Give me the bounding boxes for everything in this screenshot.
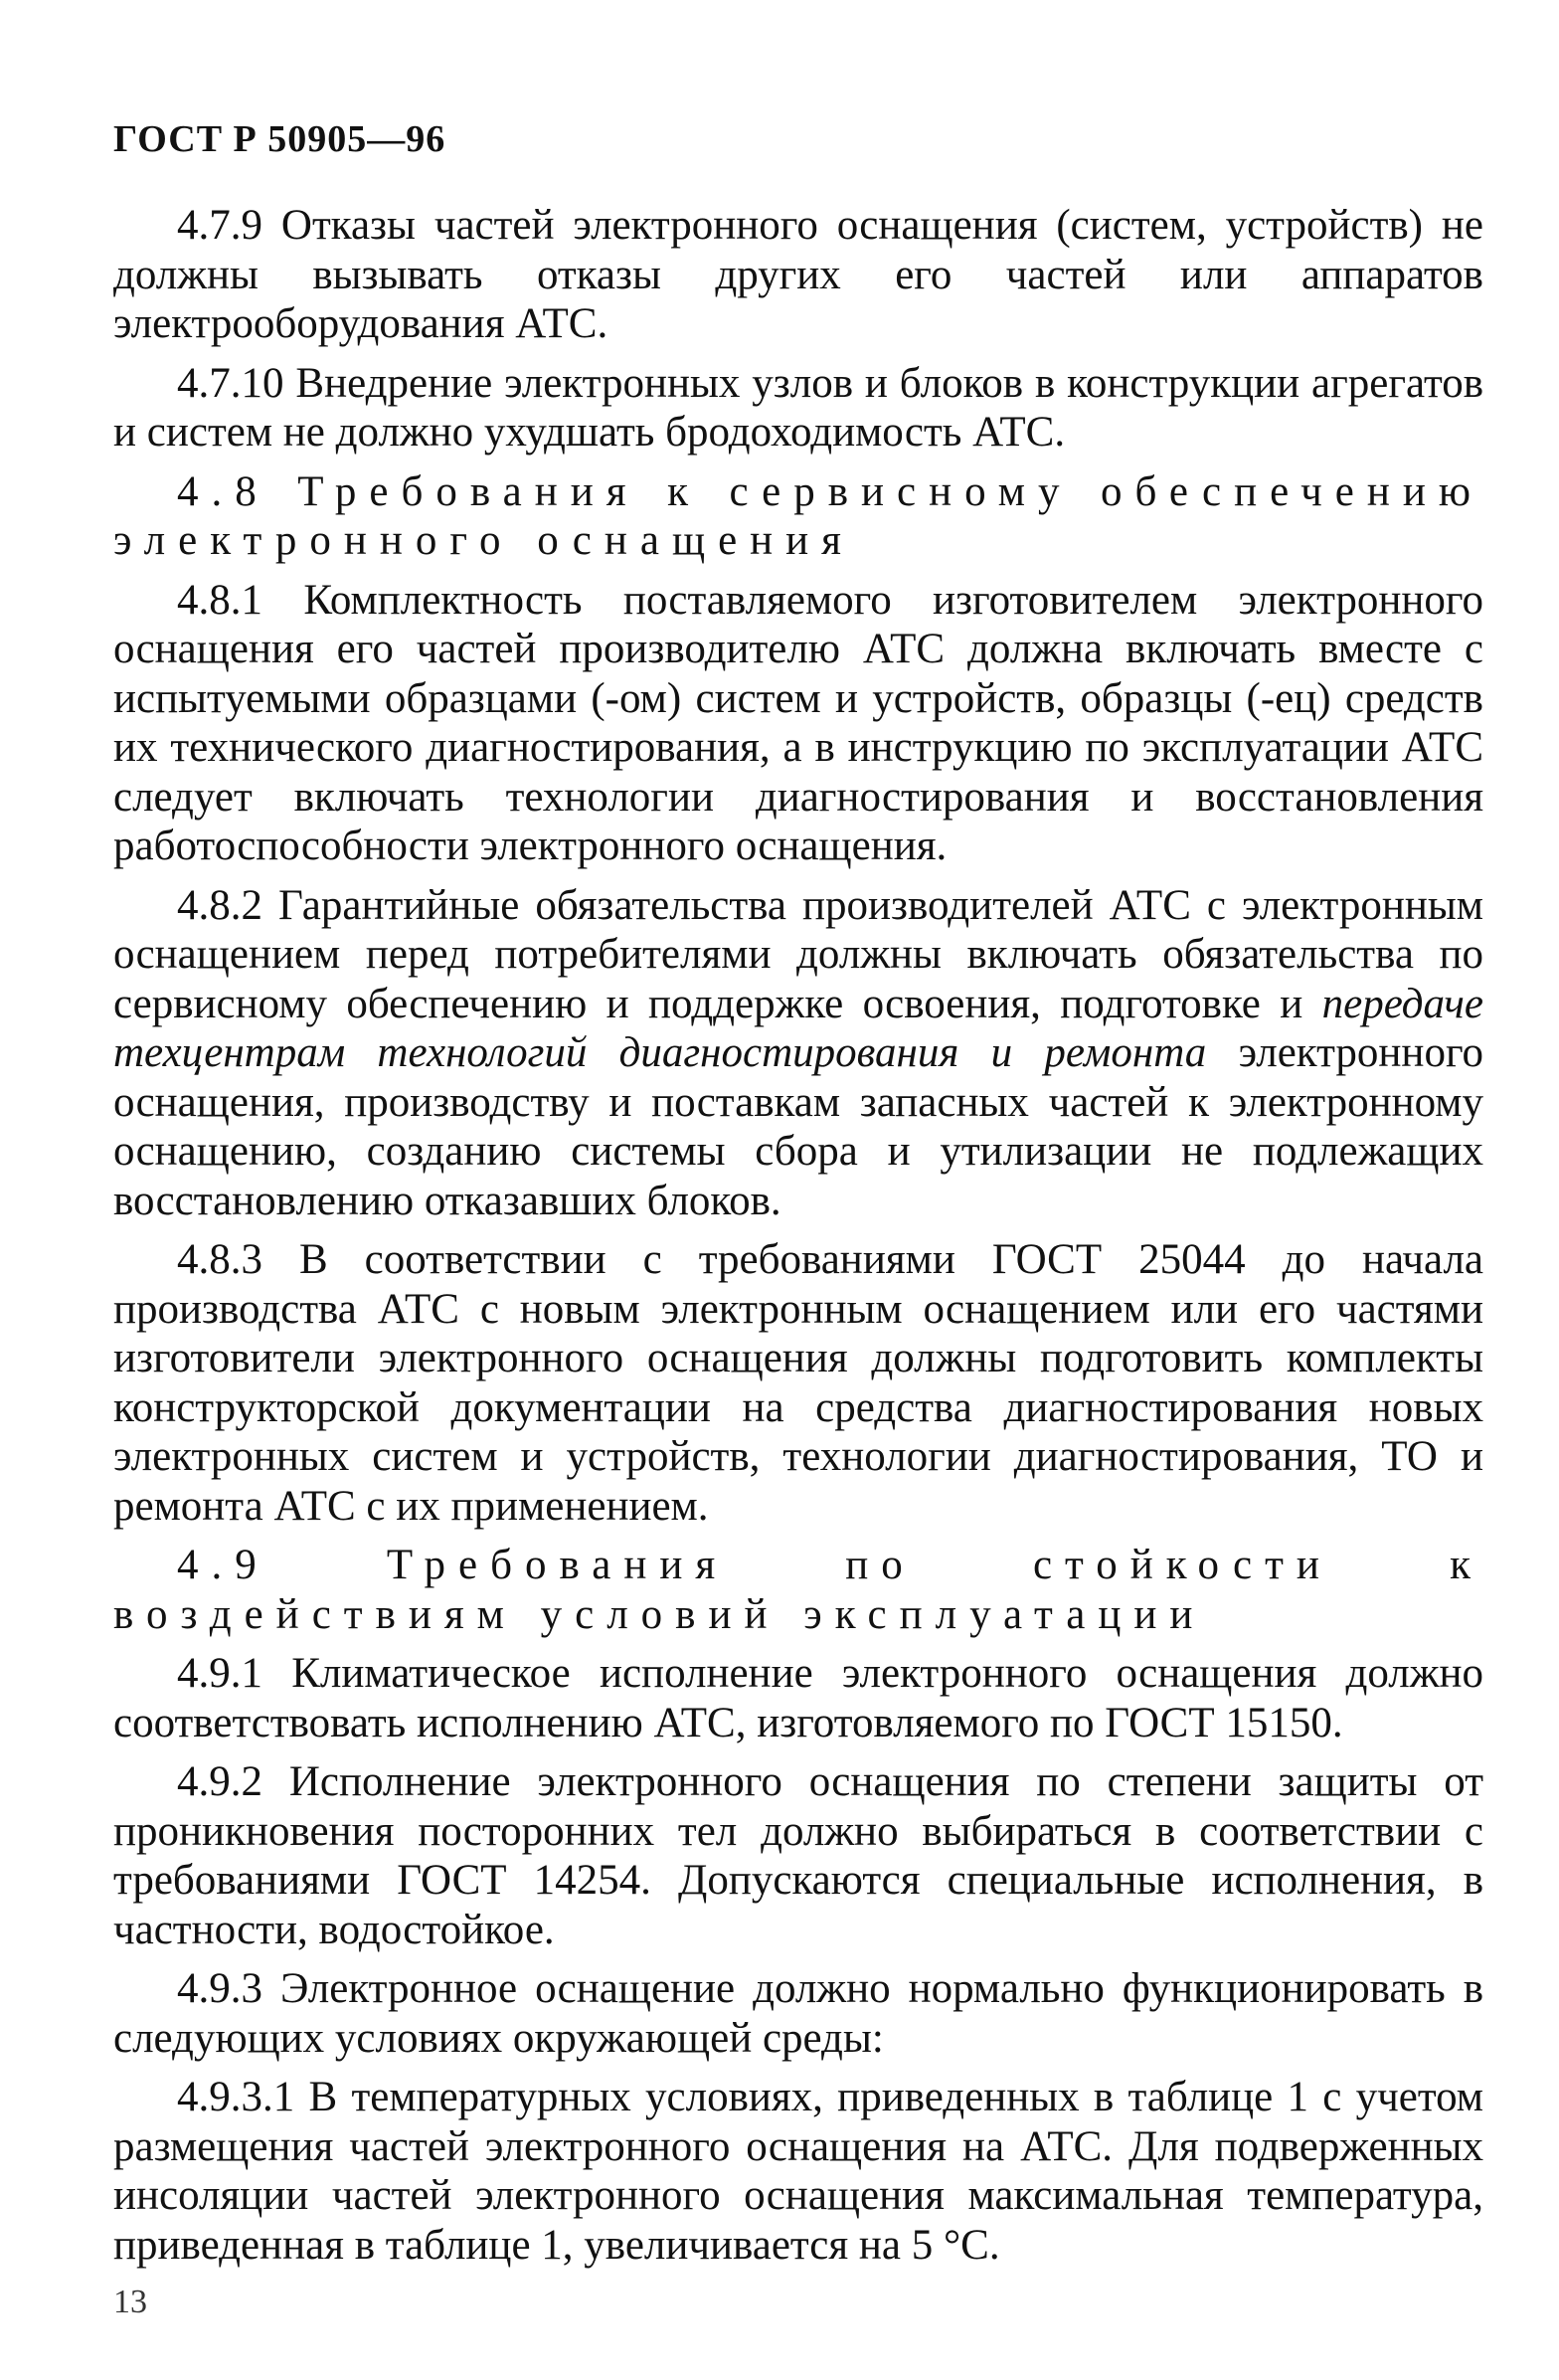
- paragraph-4-8-1: 4.8.1 Комплектность поставляемого изготовителем электронного оснащения его частей производителю АТС должна включать вместе с испытуемыми образцами (-ом) систем и устройств, образцы (-ец) средств их технического диагностирования, а в инструкцию по эксплуатации АТС следует включать технологии диагностирования и восстановления работоспособности электронного оснащения.: [113, 576, 1483, 869]
- section-heading-4-9: 4.9 Требования по стойкости к воздействиям условий эксплуатации: [113, 1542, 1483, 1638]
- paragraph-4-9-2: 4.9.2 Исполнение электронного оснащения по степени защиты от проникновения посторонних тел должно выбираться в соответствии с требованиями ГОСТ 14254. Допускаются специальные исполнения, в частности, водостойкое.: [113, 1758, 1483, 1953]
- paragraph-4-9-1: 4.9.1 Климатическое исполнение электронного оснащения должно соответствовать исполнению АТС, изготовляемого по ГОСТ 15150.: [113, 1650, 1483, 1746]
- paragraph-4-9-3: 4.9.3 Электронное оснащение должно нормально функционировать в следующих условиях окружающей среды:: [113, 1965, 1483, 2062]
- paragraph-4-8-2: [113, 881, 1483, 1226]
- paragraph-4-7-10: 4.7.10 Внедрение электронных узлов и блоков в конструкции агрегатов и систем не должно ухудшать бродоходимость АТС.: [113, 359, 1483, 456]
- page-number: 13: [113, 2284, 147, 2320]
- paragraph-4-8-2-italic: передаче техцентрам технологий диагностирования и ремонта: [113, 980, 1483, 1076]
- document-body: [113, 201, 1483, 2280]
- paragraph-4-9-3-1: 4.9.3.1 В температурных условиях, приведенных в таблице 1 с учетом размещения частей электронного оснащения на АТС. Для подверженных инсоляции частей электронного оснащения максимальная температура, приведенная в таблице 1, увеличивается на 5 °С.: [113, 2074, 1483, 2269]
- paragraph-4-8-2-part-1: 4.8.2 Гарантийные обязательства производителей АТС с электронным оснащением перед потребителями должны включать обязательства по сервисному обеспечению и поддержке освоения, подготовке и: [113, 881, 1483, 1027]
- document-header: ГОСТ Р 50905—96: [113, 118, 446, 160]
- paragraph-4-7-9: 4.7.9 Отказы частей электронного оснащения (систем, устройств) не должны вызывать отказы других его частей или аппаратов электрооборудования АТС.: [113, 202, 1483, 347]
- paragraph-4-8-3: 4.8.3 В соответствии с требованиями ГОСТ 25044 до начала производства АТС с новым электронным оснащением или его частями изготовители электронного оснащения должны подготовить комплекты конструкторской документации на средства диагностирования новых электронных систем и устройств, технологии диагностирования, ТО и ремонта АТС с их применением.: [113, 1236, 1483, 1530]
- paragraph-4-8-2-part-3: электронного оснащения, производству и поставкам запасных частей к электронному оснащению, созданию системы сбора и утилизации не подлежащих восстановлению отказавших блоков.: [113, 1029, 1484, 1224]
- section-heading-4-8: 4.8 Требования к сервисному обеспечению электронного оснащения: [113, 467, 1483, 564]
